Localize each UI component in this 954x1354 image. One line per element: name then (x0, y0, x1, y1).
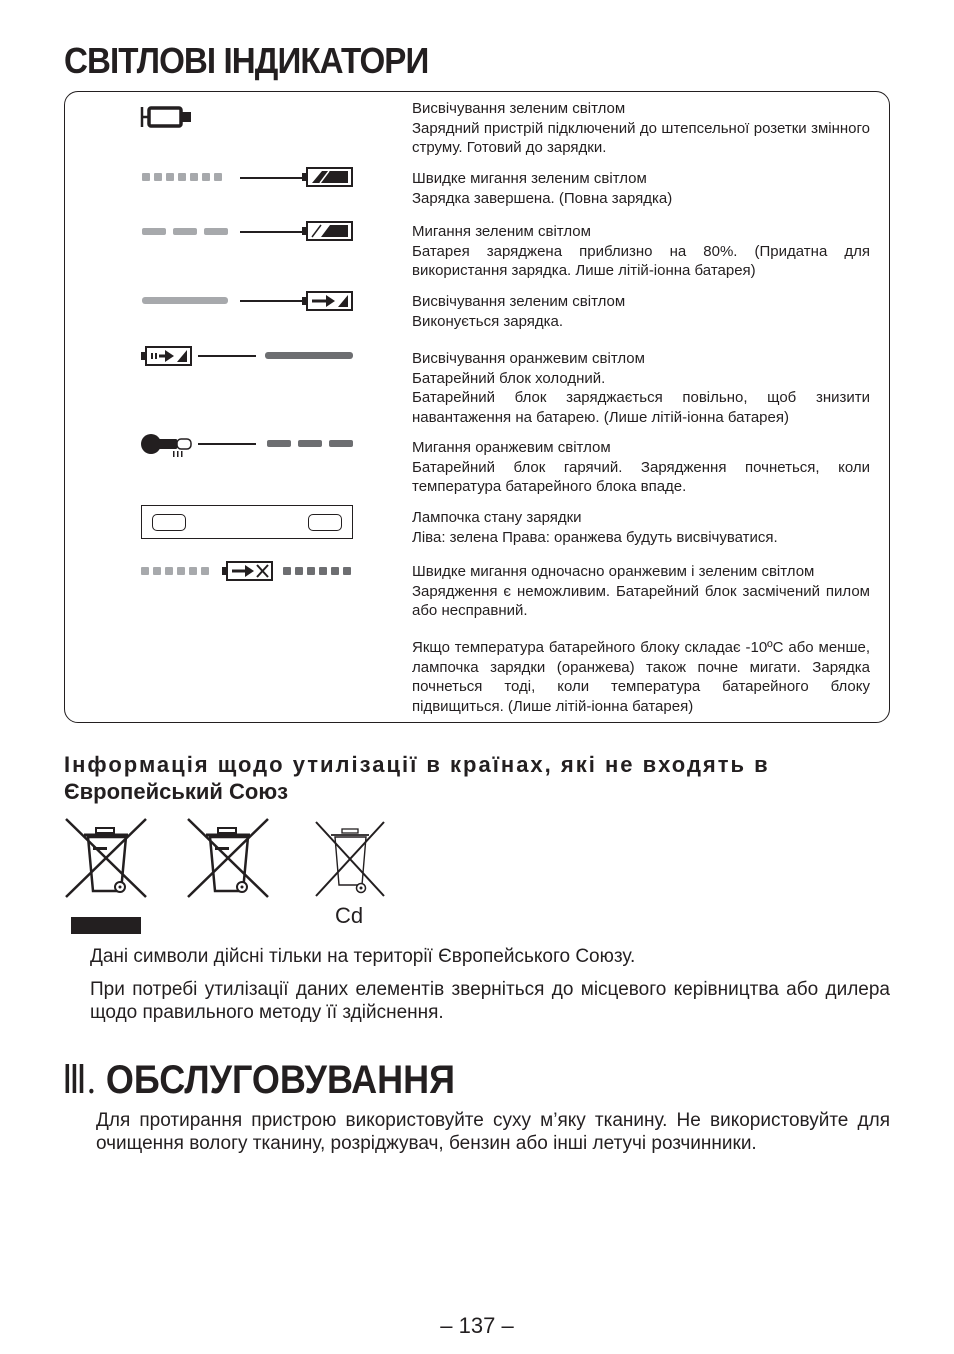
rapid-blink-indicator (141, 567, 209, 575)
section-title: СВІТЛОВІ ІНДИКАТОРИ (64, 40, 429, 81)
connector-line (240, 177, 302, 179)
connector-line (198, 443, 256, 445)
maintenance-title: Ⅲ. ОБСЛУГОВУВАННЯ (62, 1057, 456, 1102)
page-number: – 137 – (440, 1313, 514, 1338)
battery-charging-icon (302, 291, 354, 311)
indicator-desc-5: Висвічування оранжевим світлом Батарейний блок холодний. Батарейний блок заряджається повільно, щоб знизити навантаження на батарею. (Лише літій-іонна батарея) (412, 350, 870, 426)
indicator-desc-7: Лампочка стану зарядки Ліва: зелена Права: оранжева будуть висвічуватися. (412, 509, 778, 546)
battery-error-icon (222, 560, 274, 582)
cd-label: Cd (335, 903, 364, 928)
bin-underline-bar (71, 917, 141, 934)
indicator-desc-2: Швидке мигання зеленим світлом Зарядка завершена. (Повна зарядка) (412, 170, 673, 207)
rapid-blink-indicator (283, 567, 351, 575)
plug-icon (140, 103, 194, 131)
left-lamp-icon (152, 514, 186, 531)
steady-light-indicator (265, 352, 353, 359)
maintenance-text: Для протирання пристрою використовуйте суху м’яку тканину. Не використовуйте для очищення вологу тканину, розріджувач, бензин або інші летучі розчинники. (96, 1110, 890, 1154)
crossed-bin-cd-icon (314, 820, 388, 900)
blink-indicator (142, 228, 228, 235)
battery-80-icon (302, 221, 354, 241)
indicator-desc-1: Висвічування зеленим світлом Зарядний пристрій підключений до штепсельної розетки змінного струму. Готовий до зарядки. (412, 100, 870, 156)
battery-full-icon (302, 167, 354, 187)
indicator-desc-6: Мигання оранжевим світлом Батарейний блок гарячий. Зарядження почнеться, коли температура батарейного блока впаде. (412, 439, 870, 495)
rapid-blink-indicator (142, 173, 222, 181)
steady-light-indicator (142, 297, 228, 304)
disposal-title: Інформація щодо утилізації в країнах, які не входять в Європейський Союз (64, 752, 770, 804)
charge-lamps-icon (141, 505, 353, 539)
thermometer-hot-icon (140, 432, 196, 460)
crossed-bin-bar-icon (64, 817, 150, 901)
disposal-text-1: Дані символи дійсні тільки на території Європейського Союзу. (90, 946, 636, 967)
indicator-desc-4: Висвічування зеленим світлом Виконується зарядка. (412, 293, 626, 330)
crossed-bin-icon (186, 817, 272, 901)
connector-line (198, 355, 256, 357)
indicator-desc-9: Якщо температура батарейного блоку складає -10ºC або менше, лампочка зарядки (оранжева) також почне мигати. Зарядка почнеться тоді, коли температура батарейного блоку підвищиться. (Лише літій-іонна батарея) (412, 639, 870, 715)
right-lamp-icon (308, 514, 342, 531)
indicator-desc-3: Мигання зеленим світлом Батарея заряджена приблизно на 80%. (Придатна для використання зарядка. Лише літій-іонна батарея) (412, 223, 870, 279)
indicator-desc-8: Швидке мигання одночасно оранжевим і зеленим світлом Зарядження є неможливим. Батарейний блок засмічений пилом або несправний. (412, 563, 870, 619)
blink-indicator (267, 440, 353, 447)
connector-line (240, 231, 302, 233)
disposal-text-2: При потребі утилізації даних елементів зверніться до місцевого керівництва або дилера щодо правильного методу її здійснення. (90, 979, 890, 1023)
connector-line (240, 300, 302, 302)
battery-cold-icon (141, 346, 193, 366)
